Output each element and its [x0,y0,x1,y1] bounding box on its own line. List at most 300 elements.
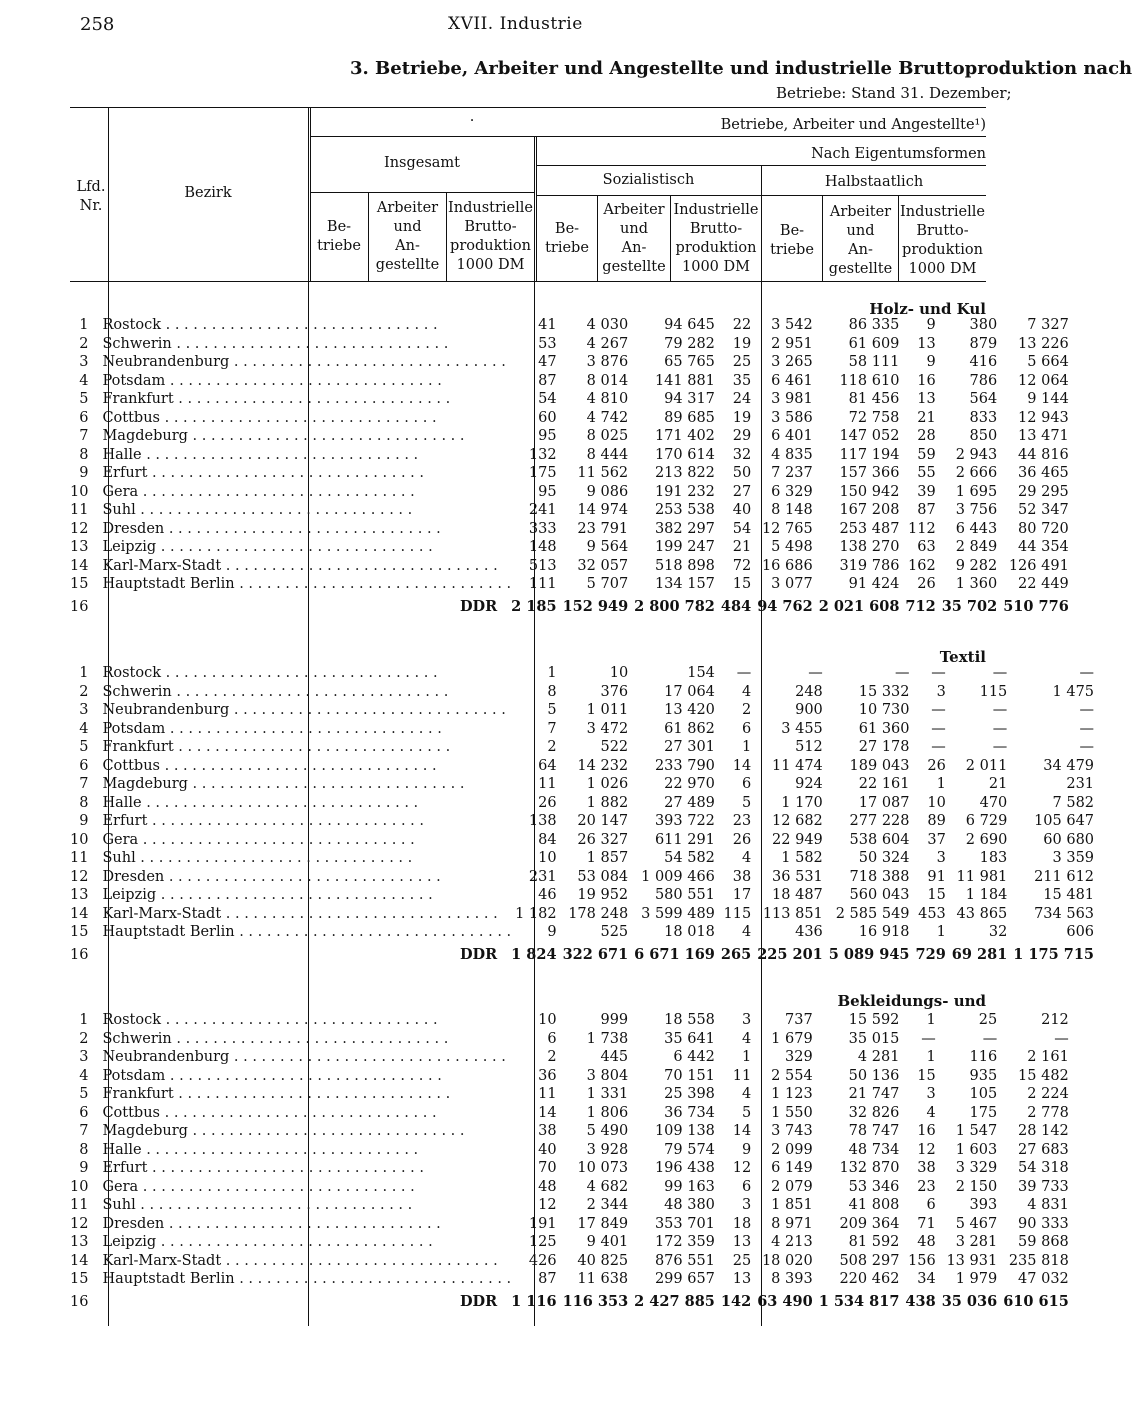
leader-dots: . . . . . . . . . . . . . . . . . . . . . . . . . . . . . . [221,557,498,574]
value-cell: 3 [926,1086,936,1102]
value-cell: 105 647 [1034,813,1095,829]
value-cell: 175 [528,465,557,481]
value-cell: 18 558 [664,1012,715,1028]
value-cell: 16 918 [858,924,910,940]
bezirk-label: Magdeburg [102,1123,188,1139]
row-number: 8 [79,1141,89,1158]
value-cell: 94 645 [664,317,715,333]
leader-dots: . . . . . . . . . . . . . . . . . . . . . . . . . . . . . . [171,683,449,700]
header-arbeiter-line2: und [846,223,875,239]
row-number: 3 [79,702,89,718]
table-body-textil [70,664,1100,968]
row-number: 6 [79,757,89,774]
total-label-text: DDR [459,1292,498,1310]
leader-dots: . . . . . . . . . . . . . . . . . . . . . . . . . . . . . . [161,1012,438,1028]
value-cell: 22 970 [664,776,715,792]
value-cell: 2 [547,739,557,755]
value-cell: 12 [538,1197,557,1213]
bezirk-label: Karl-Marx-Stadt [102,557,222,574]
bezirk-label: Halle [102,446,142,463]
table-body-bekleidung [70,1011,1075,1315]
value-cell: 35 036 [941,1292,998,1310]
value-cell: 1 851 [771,1197,813,1213]
value-cell: 3 743 [771,1123,813,1139]
value-cell: 17 849 [577,1215,629,1232]
value-cell: 277 228 [849,813,910,829]
value-cell: 3 [936,850,946,866]
value-cell: 6 443 [955,520,998,537]
value-cell: 1 979 [955,1271,998,1287]
table-row [70,1159,1075,1178]
value-cell: 5 [547,702,557,718]
value-cell: 19 952 [577,887,629,903]
value-cell: — [992,665,1008,681]
table-subtitle: Betriebe: Stand 31. Dezember; [776,84,1012,102]
value-cell: 22 949 [772,831,823,848]
value-cell: 3 472 [586,720,629,737]
row-number: 13 [70,539,89,555]
value-cell: 72 [732,557,752,574]
header-produktion-line1: Industrielle [900,204,985,220]
value-cell: 162 [908,557,936,574]
value-cell: 2 344 [586,1197,629,1213]
value-cell: 6 [741,720,752,737]
page-number: 258 [80,14,115,35]
value-cell: 20 147 [577,813,629,829]
value-cell: 89 [927,813,946,829]
table-row [70,1233,1075,1252]
section-label-bekleidung: Bekleidungs- und [837,992,986,1010]
total-label-text: DDR [459,597,498,615]
value-cell: 453 [918,905,946,922]
table-row [70,1178,1075,1197]
value-cell: 209 364 [839,1215,900,1232]
value-cell: 3 542 [771,317,813,333]
row-number: 13 [70,1234,89,1250]
leader-dots: . . . . . . . . . . . . . . . . . . . . . . . . . . . . . . [138,831,415,848]
value-cell: 2 150 [955,1178,998,1195]
leader-dots: . . . . . . . . . . . . . . . . . . . . . . . . . . . . . . [156,539,433,555]
value-cell: — [1079,702,1095,718]
bezirk-label: Rostock [102,317,162,333]
bezirk-label: Karl-Marx-Stadt [102,905,222,922]
value-cell: — [931,720,946,737]
value-cell: 5 498 [771,539,813,555]
value-cell: 15 [732,576,752,592]
table-row [70,831,1100,850]
bezirk-label: Schwerin [102,335,172,352]
value-cell: 60 680 [1043,831,1095,848]
table-row [70,427,1075,446]
value-cell: 40 [732,502,752,518]
value-cell: 4 831 [1027,1197,1069,1213]
value-cell: 50 [732,465,752,481]
value-cell: 61 862 [664,720,715,737]
bezirk-label: Potsdam [102,372,166,389]
value-cell: 999 [600,1012,629,1028]
value-cell: 9 [547,924,557,940]
row-number: 15 [70,1271,89,1287]
value-cell: 90 333 [1018,1215,1069,1232]
bezirk-label: Gera [102,483,139,500]
row-number: 10 [70,1178,89,1195]
header-produktion-halb [899,203,986,279]
bezirk-label: Dresden [102,868,165,885]
header-bottom-rule [70,281,986,282]
table-row [70,849,1100,868]
bezirk-name [96,664,511,683]
value-cell: 116 353 [562,1292,629,1310]
value-cell: 15 332 [858,683,910,700]
value-cell: 9 564 [586,539,629,555]
value-cell: — [895,665,910,681]
total-label-text: DDR [459,945,498,963]
value-cell: 112 [908,520,936,537]
value-cell: 2 690 [965,831,1008,848]
total-label [96,942,511,968]
value-cell: 44 354 [1018,539,1069,555]
value-cell: 14 [732,757,752,774]
value-cell: 538 604 [849,831,910,848]
value-cell: — [1079,720,1095,737]
value-cell: 61 360 [858,720,910,737]
leader-dots: . . . . . . . . . . . . . . . . . . . . . . . . . . . . . . [187,428,465,444]
value-cell: 3 928 [586,1141,629,1158]
header-arbeiter-halb [823,203,898,279]
value-cell: 22 [732,317,752,333]
value-cell: 50 136 [848,1067,900,1084]
value-cell: — [992,720,1008,737]
value-cell: 63 [917,539,936,555]
value-cell: 36 465 [1018,465,1069,481]
value-cell: — [808,665,823,681]
value-cell: 63 490 [757,1292,813,1310]
value-cell: — [1054,1030,1069,1047]
value-cell: — [992,702,1008,718]
value-cell: 11 [538,1086,557,1102]
value-cell: 138 270 [839,539,900,555]
value-cell: 248 [795,683,823,700]
value-cell: 376 [600,683,629,700]
value-cell: 52 347 [1018,502,1069,518]
table-row [70,483,1075,502]
value-cell: 70 151 [664,1067,715,1084]
leader-dots: . . . . . . . . . . . . . . . . . . . . . . . . . . . . . . [160,1104,437,1121]
value-cell: 522 [600,739,629,755]
value-cell: 134 157 [654,576,715,592]
row-number: 1 [79,665,89,681]
bezirk-label: Magdeburg [102,776,188,792]
leader-dots: . . . . . . . . . . . . . . . . . . . . . . . . . . . . . . [229,354,506,370]
leader-dots: . . . . . . . . . . . . . . . . . . . . . . . . . . . . . . [156,1234,433,1250]
bezirk-label: Frankfurt [102,739,174,755]
value-cell: 3 876 [586,354,629,370]
header-arbeiter-insg [369,199,446,275]
bezirk-name [96,1048,511,1067]
value-cell: 1 170 [781,794,823,811]
value-cell: 44 816 [1018,446,1069,463]
value-cell: 22 161 [858,776,910,792]
leader-dots: . . . . . . . . . . . . . . . . . . . . . . . . . . . . . . [173,739,451,755]
value-cell: 233 790 [654,757,715,774]
value-cell: 1 [741,739,752,755]
value-cell: 71 [917,1215,936,1232]
header-produktion-line4: 1000 DM [908,261,977,277]
value-cell: 59 868 [1018,1234,1069,1250]
value-cell: 445 [600,1049,629,1065]
table-row [70,886,1100,905]
table-row [70,520,1075,539]
value-cell: 1 550 [771,1104,813,1121]
row-number: 8 [79,794,89,811]
value-cell: 26 [538,794,557,811]
leader-dots: . . . . . . . . . . . . . . . . . . . . . . . . . . . . . . [164,520,441,537]
value-cell: 4 [741,683,752,700]
row-number: 12 [70,520,89,537]
bezirk-label: Schwerin [102,683,172,700]
header-group-top: Betriebe, Arbeiter und Angestellte¹) [720,117,986,133]
value-cell: 48 734 [848,1141,900,1158]
value-cell: 54 318 [1018,1160,1069,1176]
value-cell: 4 742 [586,409,629,426]
value-cell: 95 [538,428,557,444]
row-number: 3 [79,1049,89,1065]
value-cell: 171 402 [654,428,715,444]
value-cell: 353 701 [654,1215,715,1232]
value-cell: 2 951 [771,335,813,352]
table-row [70,738,1100,757]
value-cell: 27 178 [858,739,910,755]
value-cell: 41 808 [848,1197,900,1213]
value-cell: 12 943 [1018,409,1069,426]
value-cell: 13 [732,1234,752,1250]
value-cell: 6 329 [771,483,813,500]
leader-dots: . . . . . . . . . . . . . . . . . . . . . . . . . . . . . . [171,335,449,352]
value-cell: 91 424 [848,576,900,592]
bezirk-label: Neubrandenburg [102,1049,230,1065]
value-cell: 172 359 [654,1234,715,1250]
value-cell: 15 [917,1067,936,1084]
bezirk-label: Suhl [102,1197,136,1213]
value-cell: 3 329 [955,1160,998,1176]
header-arbeiter-line3: An- [621,240,647,256]
value-cell: 6 149 [771,1160,813,1176]
value-cell: 380 [969,317,998,333]
header-top-rule [70,107,986,108]
value-cell: 470 [979,794,1008,811]
value-cell: 10 [609,665,629,681]
value-cell: 2 021 608 [818,597,900,615]
bezirk-label: Halle [102,794,142,811]
value-cell: 18 487 [772,887,823,903]
value-cell: 46 [538,887,557,903]
header-arbeiter-line2: und [620,221,648,237]
table-row [70,794,1100,813]
value-cell: 1 [926,1012,936,1028]
header-produktion-line1: Industrielle [673,202,759,218]
value-cell: 8 014 [586,372,629,389]
value-cell: 34 479 [1043,757,1095,774]
bezirk-label: Halle [102,1141,142,1158]
table-section-holz [70,316,1075,620]
value-cell: 69 281 [951,945,1008,963]
value-cell: 1 738 [586,1030,629,1047]
header-lfd-nr: Lfd. Nr. [76,179,106,214]
bezirk-name [96,1104,511,1123]
value-cell: 16 [917,1123,936,1139]
value-cell: 1 582 [781,850,823,866]
value-cell: 11 638 [577,1271,629,1287]
value-cell: 2 099 [771,1141,813,1158]
row-number: 2 [79,335,89,352]
value-cell: 12 [732,1160,752,1176]
value-cell: 35 641 [664,1030,715,1047]
value-cell: 718 388 [849,868,910,885]
value-cell: 12 765 [761,520,813,537]
header-produktion-line2: Brutto- [464,219,517,235]
value-cell: 1 603 [955,1141,998,1158]
value-cell: 25 [732,1252,752,1269]
header-nach-eigentum: Nach Eigentumsformen [811,146,986,162]
value-cell: 38 [732,868,752,885]
row-number: 10 [70,831,89,848]
bezirk-label: Cottbus [102,1104,160,1121]
value-cell: 32 [732,446,752,463]
row-number: 9 [79,465,89,481]
table-body-holz [70,316,1075,620]
value-cell: 2 [547,1049,557,1065]
table-row [70,1270,1075,1289]
row-number: 5 [79,391,89,407]
total-row [70,942,1100,968]
bezirk-label: Erfurt [102,465,148,481]
value-cell: 333 [528,520,557,537]
value-cell: — [931,702,946,718]
value-cell: 7 327 [1027,317,1069,333]
row-number: 14 [70,905,89,922]
value-cell: 1 175 715 [1013,945,1095,963]
section-label-holz: Holz- und Kul [869,300,986,318]
value-cell: 105 [969,1086,998,1102]
header-produktion-line3: produktion [902,242,983,258]
value-cell: 21 [917,409,936,426]
value-cell: 22 449 [1018,576,1069,592]
value-cell: 9 086 [586,483,629,500]
value-cell: 2 079 [771,1178,813,1195]
bezirk-name [96,353,511,372]
table-row [70,683,1100,702]
value-cell: 6 [926,1197,936,1213]
bezirk-name [96,757,511,776]
row-number: 7 [79,776,89,792]
value-cell: 43 865 [956,905,1008,922]
value-cell: 21 [732,539,752,555]
bezirk-label: Potsdam [102,720,166,737]
value-cell: 17 [732,887,752,903]
row-number: 4 [79,720,89,737]
value-cell: 6 401 [771,428,813,444]
header-produktion-line4: 1000 DM [456,257,525,273]
value-cell: 580 551 [654,887,715,903]
leader-dots: . . . . . . . . . . . . . . . . . . . . . . . . . . . . . . [165,720,442,737]
value-cell: 3 359 [1052,850,1095,866]
value-cell: 1 547 [955,1123,998,1139]
value-cell: 15 482 [1018,1067,1069,1084]
value-cell: 2 778 [1027,1104,1069,1121]
value-cell: 1 331 [586,1086,629,1102]
running-head: XVII. Industrie [448,14,583,34]
value-cell: 35 015 [848,1030,900,1047]
value-cell: 2 554 [771,1067,813,1084]
header-produktion-line2: Brutto- [916,223,969,239]
leader-dots: . . . . . . . . . . . . . . . . . . . . . . . . . . . . . . [147,813,424,829]
value-cell: 40 825 [577,1252,629,1269]
value-cell: 4 [926,1104,936,1121]
table-row [70,409,1075,428]
value-cell: 3 [741,1012,752,1028]
value-cell: 10 [538,1012,557,1028]
table-row [70,1104,1075,1123]
row-number: 4 [79,372,89,389]
value-cell: 265 [720,945,752,963]
row-number: 11 [70,1197,89,1213]
value-cell: 132 [528,446,557,463]
bezirk-label: Dresden [102,1215,165,1232]
value-cell: 1 [936,776,946,792]
value-cell: 9 144 [1027,391,1069,407]
bezirk-label: Erfurt [102,1160,148,1176]
leader-dots: . . . . . . . . . . . . . . . . . . . . . . . . . . . . . . [160,757,437,774]
value-cell: 833 [969,409,998,426]
bezirk-label: Hauptstadt Berlin [102,576,235,592]
value-cell: 610 615 [1003,1292,1069,1310]
bezirk-name [96,1159,511,1178]
value-cell: 11 [732,1067,752,1084]
bezirk-label: Hauptstadt Berlin [102,1271,235,1287]
value-cell: 15 481 [1043,887,1095,903]
table-row [70,1085,1075,1104]
value-cell: 10 [538,850,557,866]
bezirk-name [96,501,511,520]
value-cell: 606 [1066,924,1095,940]
value-cell: 876 551 [654,1252,715,1269]
bezirk-label: Suhl [102,502,136,518]
value-cell: 13 931 [946,1252,998,1269]
header-produktion-soz [671,201,761,277]
value-cell: 125 [528,1234,557,1250]
value-cell: 4 835 [771,446,813,463]
value-cell: 4 682 [586,1178,629,1195]
value-cell: — [921,1030,936,1047]
value-cell: 79 282 [664,335,715,352]
bezirk-label: Dresden [102,520,165,537]
leader-dots: . . . . . . . . . . . . . . . . . . . . . . . . . . . . . . [229,1049,506,1065]
table-row [70,775,1100,794]
value-cell: 1 534 817 [818,1292,900,1310]
table-row [70,1252,1075,1271]
value-cell: 16 [917,372,936,389]
value-cell: 850 [969,428,998,444]
value-cell: 4 810 [586,391,629,407]
header-arbeiter-line1: Arbeiter [603,202,665,218]
value-cell: 5 490 [586,1123,629,1139]
value-cell: 21 [988,776,1008,792]
value-cell: 199 247 [654,539,715,555]
value-cell: 9 282 [955,557,998,574]
header-betriebe-soz [537,220,597,258]
table-row [70,720,1100,739]
value-cell: 6 [741,1178,752,1195]
